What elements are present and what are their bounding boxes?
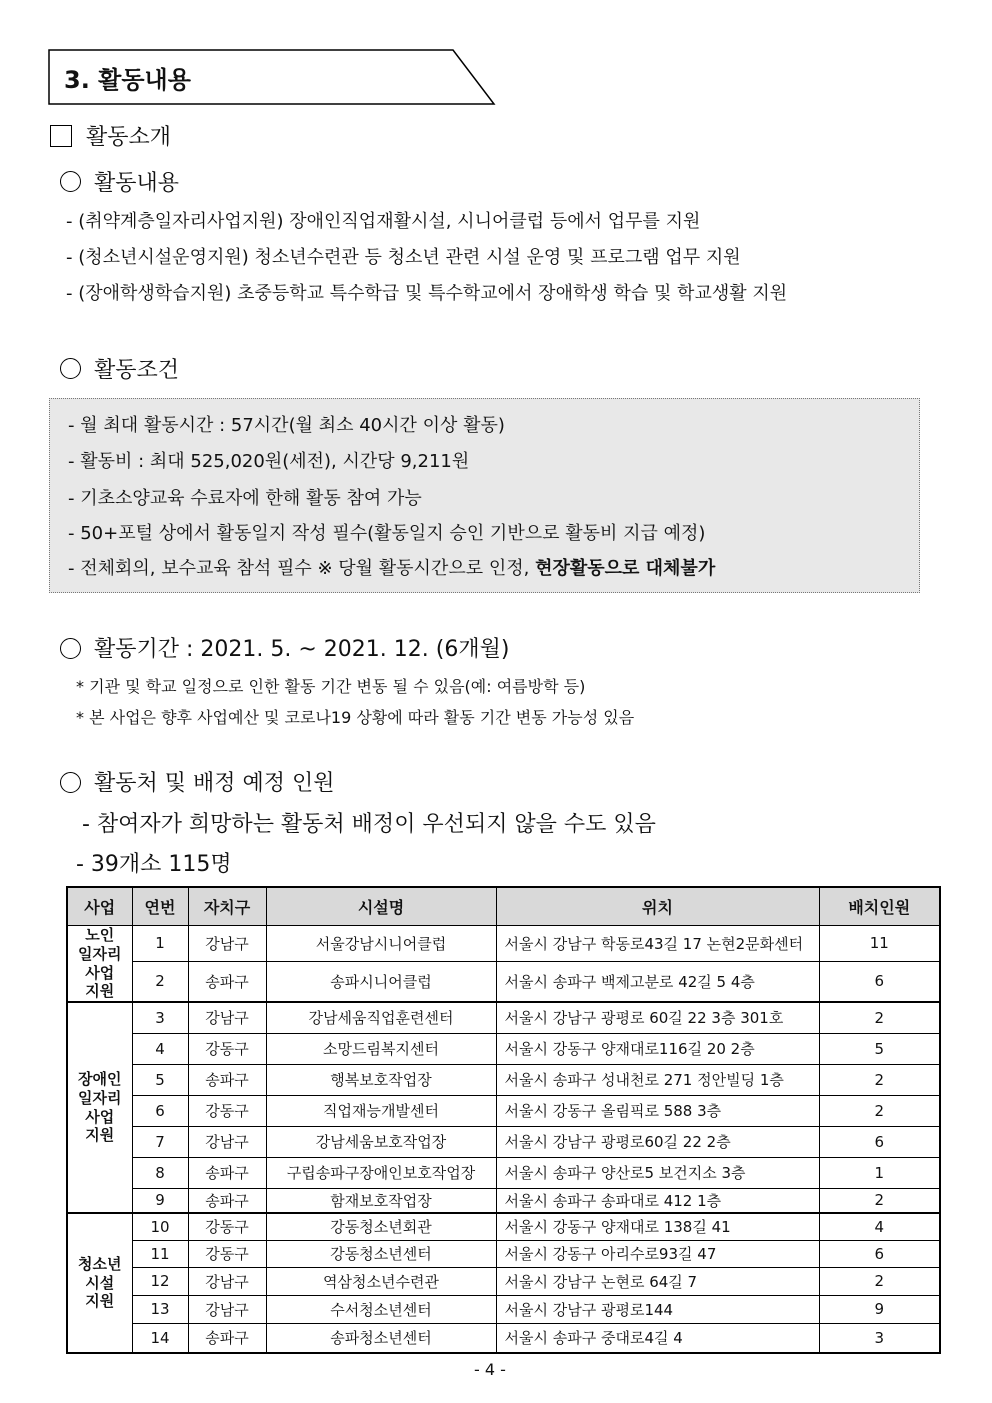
square-bullet-icon xyxy=(50,125,72,147)
condition-text: - 전체회의, 보수교육 참석 필수 ※ 당월 활동시간으로 인정, xyxy=(68,558,536,579)
page-number: - 4 - xyxy=(474,1360,506,1379)
headcount-cell: 1 xyxy=(819,1157,940,1188)
row-number-cell: 4 xyxy=(132,1033,188,1064)
period-note: * 본 사업은 향후 사업예산 및 코로나19 상황에 따라 활동 기간 변동 가능성 있음 xyxy=(76,708,635,727)
address-cell: 서울시 강동구 아리수로93길 47 xyxy=(496,1240,819,1267)
address-cell: 서울시 송파구 송파대로 412 1층 xyxy=(496,1188,819,1213)
address-cell: 서울시 강동구 양재대로116길 20 2층 xyxy=(496,1033,819,1064)
district-cell: 강남구 xyxy=(188,1002,266,1033)
district-cell: 송파구 xyxy=(188,1323,266,1353)
address-cell: 서울시 송파구 양산로5 보건지소 3층 xyxy=(496,1157,819,1188)
condition-item-last xyxy=(68,554,715,580)
headcount-cell: 2 xyxy=(819,1002,940,1033)
table-row xyxy=(67,1323,940,1353)
facility-table xyxy=(66,886,941,1354)
facility-name-cell: 강동청소년회관 xyxy=(266,1213,496,1240)
address-cell: 서울시 강동구 올림픽로 588 3층 xyxy=(496,1095,819,1126)
row-number-cell: 2 xyxy=(132,961,188,1002)
facility-name-cell: 강동청소년센터 xyxy=(266,1240,496,1267)
facility-name-cell: 직업재능개발센터 xyxy=(266,1095,496,1126)
district-cell: 송파구 xyxy=(188,1157,266,1188)
facility-name-cell: 송파시니어클럽 xyxy=(266,961,496,1002)
district-cell: 강남구 xyxy=(188,1295,266,1323)
places-title: 활동처 및 배정 예정 인원 xyxy=(94,771,335,796)
circle-bullet-icon xyxy=(60,171,81,192)
table-row xyxy=(67,1126,940,1157)
circle-bullet-icon xyxy=(60,638,81,659)
table-row xyxy=(67,1064,940,1095)
period-note: * 기관 및 학교 일정으로 인한 활동 기간 변동 될 수 있음(예: 여름방학 등) xyxy=(76,677,586,696)
headcount-cell: 6 xyxy=(819,1126,940,1157)
table-row xyxy=(67,961,940,1002)
facility-name-cell: 행복보호작업장 xyxy=(266,1064,496,1095)
district-cell: 강동구 xyxy=(188,1095,266,1126)
facility-name-cell: 수서청소년센터 xyxy=(266,1295,496,1323)
headcount-cell: 9 xyxy=(819,1295,940,1323)
headcount-cell: 3 xyxy=(819,1323,940,1353)
conditions-box xyxy=(49,398,920,593)
facility-name-cell: 서울강남시니어클럽 xyxy=(266,926,496,962)
table-row xyxy=(67,1033,940,1064)
facility-name-cell: 송파청소년센터 xyxy=(266,1323,496,1353)
circle-bullet-icon xyxy=(60,772,81,793)
row-number-cell: 9 xyxy=(132,1188,188,1213)
header-cell: 연번 xyxy=(132,887,188,926)
places-note: - 참여자가 희망하는 활동처 배정이 우선되지 않을 수도 있음 xyxy=(82,812,656,837)
table-row xyxy=(67,1240,940,1267)
row-number-cell: 3 xyxy=(132,1002,188,1033)
table-header-row xyxy=(67,887,940,926)
address-cell: 서울시 강남구 광평로144 xyxy=(496,1295,819,1323)
table-row xyxy=(67,926,940,962)
conditions-title: 활동조건 xyxy=(94,358,180,383)
table-row xyxy=(67,1213,940,1240)
section-title: 3. 활동내용 xyxy=(64,66,191,94)
program-group-cell: 장애인 일자리 사업 지원 xyxy=(67,1002,132,1213)
heading: 활동소개 xyxy=(86,125,172,150)
address-cell: 서울시 강남구 논현로 64길 7 xyxy=(496,1267,819,1295)
row-number-cell: 10 xyxy=(132,1213,188,1240)
district-cell: 송파구 xyxy=(188,1064,266,1095)
address-cell: 서울시 송파구 백제고분로 42길 5 4층 xyxy=(496,961,819,1002)
table-row xyxy=(67,1295,940,1323)
table-row xyxy=(67,1095,940,1126)
table-row xyxy=(67,1188,940,1213)
table-row xyxy=(67,1267,940,1295)
district-cell: 송파구 xyxy=(188,961,266,1002)
district-cell: 강동구 xyxy=(188,1240,266,1267)
district-cell: 강남구 xyxy=(188,926,266,962)
row-number-cell: 8 xyxy=(132,1157,188,1188)
activity-item: - (장애학생학습지원) 초중등학교 특수학급 및 특수학교에서 장애학생 학습 및 학교생활 지원 xyxy=(66,283,788,304)
district-cell: 강동구 xyxy=(188,1213,266,1240)
district-cell: 강동구 xyxy=(188,1033,266,1064)
headcount-cell: 11 xyxy=(819,926,940,962)
headcount-cell: 6 xyxy=(819,961,940,1002)
activity-item: - (청소년시설운영지원) 청소년수련관 등 청소년 관련 시설 운영 및 프로그램 업무 지원 xyxy=(66,247,741,268)
header-cell: 사업 xyxy=(67,887,132,926)
header-cell: 위치 xyxy=(496,887,819,926)
row-number-cell: 5 xyxy=(132,1064,188,1095)
activity-title: 활동내용 xyxy=(94,171,180,196)
facility-name-cell: 강남세움보호작업장 xyxy=(266,1126,496,1157)
condition-item: - 월 최대 활동시간 : 57시간(월 최소 40시간 이상 활동) xyxy=(68,415,505,436)
address-cell: 서울시 송파구 중대로4길 4 xyxy=(496,1323,819,1353)
facility-name-cell: 구립송파구장애인보호작업장 xyxy=(266,1157,496,1188)
headcount-cell: 4 xyxy=(819,1213,940,1240)
condition-emphasis: 현장활동으로 대체불가 xyxy=(535,558,716,579)
address-cell: 서울시 강남구 학동로43길 17 논현2문화센터 xyxy=(496,926,819,962)
row-number-cell: 7 xyxy=(132,1126,188,1157)
facility-name-cell: 함재보호작업장 xyxy=(266,1188,496,1213)
program-group-cell: 청소년 시설 지원 xyxy=(67,1213,132,1353)
places-note: - 39개소 115명 xyxy=(76,852,232,877)
headcount-cell: 2 xyxy=(819,1267,940,1295)
header-cell: 시설명 xyxy=(266,887,496,926)
table-row xyxy=(67,1002,940,1033)
program-group-cell: 노인 일자리 사업 지원 xyxy=(67,926,132,1003)
address-cell: 서울시 송파구 성내천로 271 정안빌딩 1층 xyxy=(496,1064,819,1095)
facility-name-cell: 강남세움직업훈련센터 xyxy=(266,1002,496,1033)
headcount-cell: 6 xyxy=(819,1240,940,1267)
facility-name-cell: 역삼청소년수련관 xyxy=(266,1267,496,1295)
facility-name-cell: 소망드림복지센터 xyxy=(266,1033,496,1064)
activity-item: - (취약계층일자리사업지원) 장애인직업재활시설, 시니어클럽 등에서 업무를 지원 xyxy=(66,211,701,232)
header-cell: 배치인원 xyxy=(819,887,940,926)
circle-bullet-icon xyxy=(60,358,81,379)
headcount-cell: 2 xyxy=(819,1188,940,1213)
period-title: 활동기간 : 2021. 5. ~ 2021. 12. (6개월) xyxy=(94,637,510,662)
condition-item: - 활동비 : 최대 525,020원(세전), 시간당 9,211원 xyxy=(68,451,470,472)
row-number-cell: 13 xyxy=(132,1295,188,1323)
district-cell: 강남구 xyxy=(188,1267,266,1295)
address-cell: 서울시 강동구 양재대로 138길 41 xyxy=(496,1213,819,1240)
row-number-cell: 11 xyxy=(132,1240,188,1267)
table-row xyxy=(67,1157,940,1188)
row-number-cell: 14 xyxy=(132,1323,188,1353)
header-cell: 자치구 xyxy=(188,887,266,926)
headcount-cell: 5 xyxy=(819,1033,940,1064)
condition-item: - 50+포털 상에서 활동일지 작성 필수(활동일지 승인 기반으로 활동비 지급 예정) xyxy=(68,523,706,544)
headcount-cell: 2 xyxy=(819,1064,940,1095)
row-number-cell: 6 xyxy=(132,1095,188,1126)
headcount-cell: 2 xyxy=(819,1095,940,1126)
address-cell: 서울시 강남구 광평로60길 22 2층 xyxy=(496,1126,819,1157)
district-cell: 송파구 xyxy=(188,1188,266,1213)
row-number-cell: 12 xyxy=(132,1267,188,1295)
condition-item: - 기초소양교육 수료자에 한해 활동 참여 가능 xyxy=(68,488,422,509)
district-cell: 강남구 xyxy=(188,1126,266,1157)
address-cell: 서울시 강남구 광평로 60길 22 3층 301호 xyxy=(496,1002,819,1033)
row-number-cell: 1 xyxy=(132,926,188,962)
